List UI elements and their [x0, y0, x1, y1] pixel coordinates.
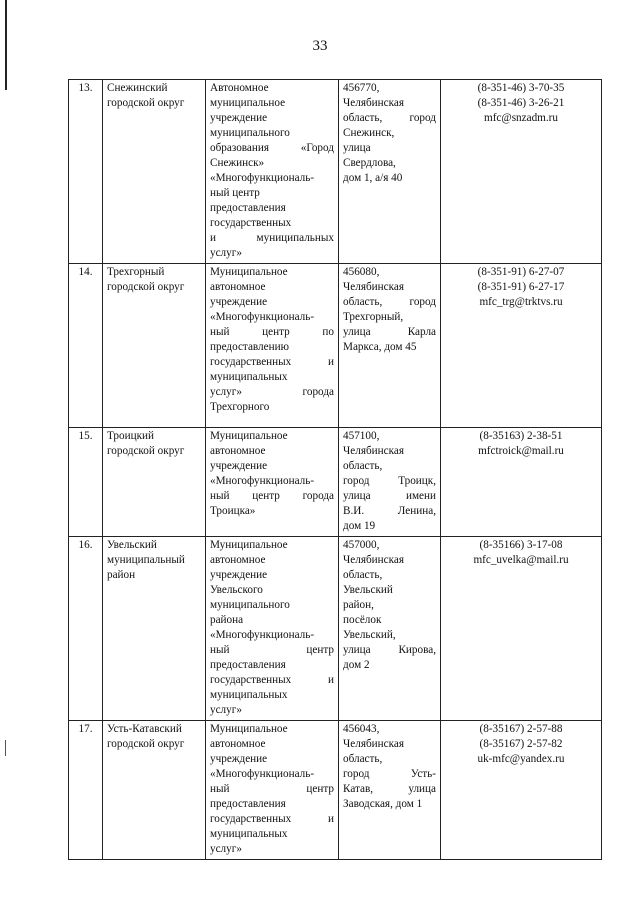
address-line: город Усть- — [343, 768, 436, 780]
organization-line: района — [210, 614, 244, 626]
address-line: 457000, — [343, 539, 380, 551]
organization-line: Увельского — [210, 584, 263, 596]
address-cell — [339, 80, 441, 264]
organization-line: услуг» города — [210, 386, 334, 398]
contacts-cell — [441, 537, 602, 721]
organization-line: государственных и — [210, 674, 334, 686]
municipality-line: Троицкий — [107, 430, 154, 442]
organization-line: предоставления — [210, 798, 286, 810]
organization-line: «Многофункциональ- — [210, 629, 315, 641]
organization-line: Снежинск» — [210, 157, 265, 169]
phone-number: (8-35166) 3-17-08 — [479, 539, 563, 551]
address-line: 456043, — [343, 723, 380, 735]
organization-line: услуг» — [210, 704, 242, 716]
address-line: область, — [343, 460, 383, 472]
phone-number: (8-351-91) 6-27-17 — [477, 281, 565, 293]
contacts-cell — [441, 721, 602, 860]
scan-edge-tick — [5, 740, 6, 756]
phone-number: (8-351-91) 6-27-07 — [477, 266, 565, 278]
municipality-line: район — [107, 569, 136, 581]
organization-line: муниципальное — [210, 97, 286, 109]
row-number-cell — [69, 721, 103, 860]
phone-number: (8-351-46) 3-26-21 — [477, 97, 565, 109]
organization-line: муниципальных — [210, 689, 288, 701]
municipality-line: Увельский — [107, 539, 157, 551]
organization-line: образования «Город — [210, 142, 334, 154]
organization-line: муниципальных — [210, 828, 288, 840]
organization-line: Автономное — [210, 82, 269, 94]
organization-cell — [206, 80, 339, 264]
municipality-line: городской округ — [107, 281, 185, 293]
organization-line: «Многофункциональ- — [210, 172, 315, 184]
email-link[interactable]: mfc_trg@trktvs.ru — [479, 296, 563, 308]
organization-line: «Многофункциональ- — [210, 475, 315, 487]
organization-line: учреждение — [210, 753, 268, 765]
page-number: 33 — [312, 38, 328, 54]
address-cell — [339, 721, 441, 860]
table-body — [69, 80, 602, 860]
organization-line: Муниципальное — [210, 723, 288, 735]
address-line: Заводская, дом 1 — [343, 798, 423, 810]
municipality-cell — [103, 428, 206, 537]
address-line: Челябинская — [343, 97, 404, 109]
phone-number: (8-35163) 2-38-51 — [479, 430, 563, 442]
address-line: дом 19 — [343, 520, 376, 532]
organization-line: ный центр города — [210, 490, 334, 502]
table-row — [69, 264, 602, 428]
organization-line: учреждение — [210, 112, 268, 124]
contacts-cell — [441, 264, 602, 428]
organization-line: муниципальных — [210, 371, 288, 383]
address-cell — [339, 264, 441, 428]
row-number: 15. — [78, 430, 93, 442]
organization-line: ный центр — [210, 644, 334, 656]
municipality-line: городской округ — [107, 97, 185, 109]
address-line: Свердлова, — [343, 157, 396, 169]
address-line: Увельский, — [343, 629, 396, 641]
municipality-line: Трехгорный — [107, 266, 165, 278]
email-link[interactable]: mfctroick@mail.ru — [478, 445, 564, 457]
organization-line: Муниципальное — [210, 266, 288, 278]
organization-line: Троицка» — [210, 505, 256, 517]
organization-line: учреждение — [210, 296, 268, 308]
organization-line: ный центр — [210, 783, 334, 795]
organization-line: «Многофункциональ- — [210, 768, 315, 780]
address-line: область, — [343, 753, 383, 765]
address-line: Снежинск, — [343, 127, 395, 139]
table-row — [69, 428, 602, 537]
municipality-line: Усть-Катавский — [107, 723, 182, 735]
address-line: Челябинская — [343, 554, 404, 566]
organization-line: предоставления — [210, 202, 286, 214]
organization-cell — [206, 537, 339, 721]
address-line: район, — [343, 599, 374, 611]
organization-line: «Многофункциональ- — [210, 311, 315, 323]
row-number-cell — [69, 537, 103, 721]
organization-line: автономное — [210, 445, 266, 457]
organization-cell — [206, 264, 339, 428]
organization-line: автономное — [210, 738, 266, 750]
organization-line: услуг» — [210, 843, 242, 855]
address-line: город Троицк, — [343, 475, 436, 487]
address-line: Челябинская — [343, 281, 404, 293]
municipality-cell — [103, 80, 206, 264]
address-line: дом 2 — [343, 659, 370, 671]
organization-line: и муниципальных — [210, 232, 334, 244]
address-line: дом 1, а/я 40 — [343, 172, 403, 184]
organization-line: автономное — [210, 281, 266, 293]
address-line: Челябинская — [343, 445, 404, 457]
address-line: Челябинская — [343, 738, 404, 750]
row-number-cell — [69, 428, 103, 537]
address-line: 457100, — [343, 430, 380, 442]
municipality-cell — [103, 264, 206, 428]
organization-line: автономное — [210, 554, 266, 566]
organization-cell — [206, 721, 339, 860]
address-line: Трехгорный, — [343, 311, 404, 323]
organization-line: учреждение — [210, 460, 268, 472]
municipality-line: городской округ — [107, 445, 185, 457]
address-line: улица Кирова, — [343, 644, 436, 656]
address-line: улица Карла — [343, 326, 436, 338]
table-row — [69, 537, 602, 721]
municipality-cell — [103, 721, 206, 860]
address-line: Катав, улица — [343, 783, 436, 795]
address-line: 456770, — [343, 82, 380, 94]
organization-line: Муниципальное — [210, 430, 288, 442]
table-row — [69, 80, 602, 264]
address-line: 456080, — [343, 266, 380, 278]
organization-cell — [206, 428, 339, 537]
row-number-cell — [69, 80, 103, 264]
organization-line: государственных и — [210, 813, 334, 825]
address-line: Увельский — [343, 584, 393, 596]
organization-line: государственных — [210, 217, 292, 229]
address-line: область, — [343, 569, 383, 581]
municipality-line: городской округ — [107, 738, 185, 750]
address-line: В.И. Ленина, — [343, 505, 436, 517]
organization-line: предоставлению — [210, 341, 289, 353]
row-number: 16. — [78, 539, 93, 551]
organization-line: предоставления — [210, 659, 286, 671]
row-number: 13. — [78, 82, 93, 94]
organization-line: муниципального — [210, 599, 290, 611]
organization-line: муниципального — [210, 127, 290, 139]
mfc-registry-table — [68, 79, 602, 860]
organization-line: государственных и — [210, 356, 334, 368]
contacts-cell — [441, 80, 602, 264]
address-line: область, город — [343, 296, 436, 308]
address-cell — [339, 428, 441, 537]
address-line: посёлок — [343, 614, 382, 626]
row-number: 14. — [78, 266, 93, 278]
organization-line: Трехгорного — [210, 401, 270, 413]
municipality-cell — [103, 537, 206, 721]
municipality-line: Снежинский — [107, 82, 168, 94]
address-line: область, город — [343, 112, 436, 124]
organization-line: Муниципальное — [210, 539, 288, 551]
phone-number: (8-35167) 2-57-88 — [479, 723, 563, 735]
contacts-cell — [441, 428, 602, 537]
email-link[interactable]: mfc_uvelka@mail.ru — [473, 554, 569, 566]
email-link[interactable]: uk-mfc@yandex.ru — [477, 753, 565, 765]
phone-number: (8-351-46) 3-70-35 — [477, 82, 565, 94]
organization-line: ный центр — [210, 187, 260, 199]
municipality-line: муниципальный — [107, 554, 185, 566]
organization-line: ный центр по — [210, 326, 334, 338]
address-line: улица — [343, 142, 371, 154]
address-line: улица имени — [343, 490, 436, 502]
organization-line: учреждение — [210, 569, 268, 581]
table-row — [69, 721, 602, 860]
organization-line: услуг» — [210, 247, 242, 259]
address-cell — [339, 537, 441, 721]
row-number-cell — [69, 264, 103, 428]
email-link[interactable]: mfc@snzadm.ru — [484, 112, 558, 124]
phone-number: (8-35167) 2-57-82 — [479, 738, 563, 750]
address-line: Маркса, дом 45 — [343, 341, 417, 353]
row-number: 17. — [78, 723, 93, 735]
